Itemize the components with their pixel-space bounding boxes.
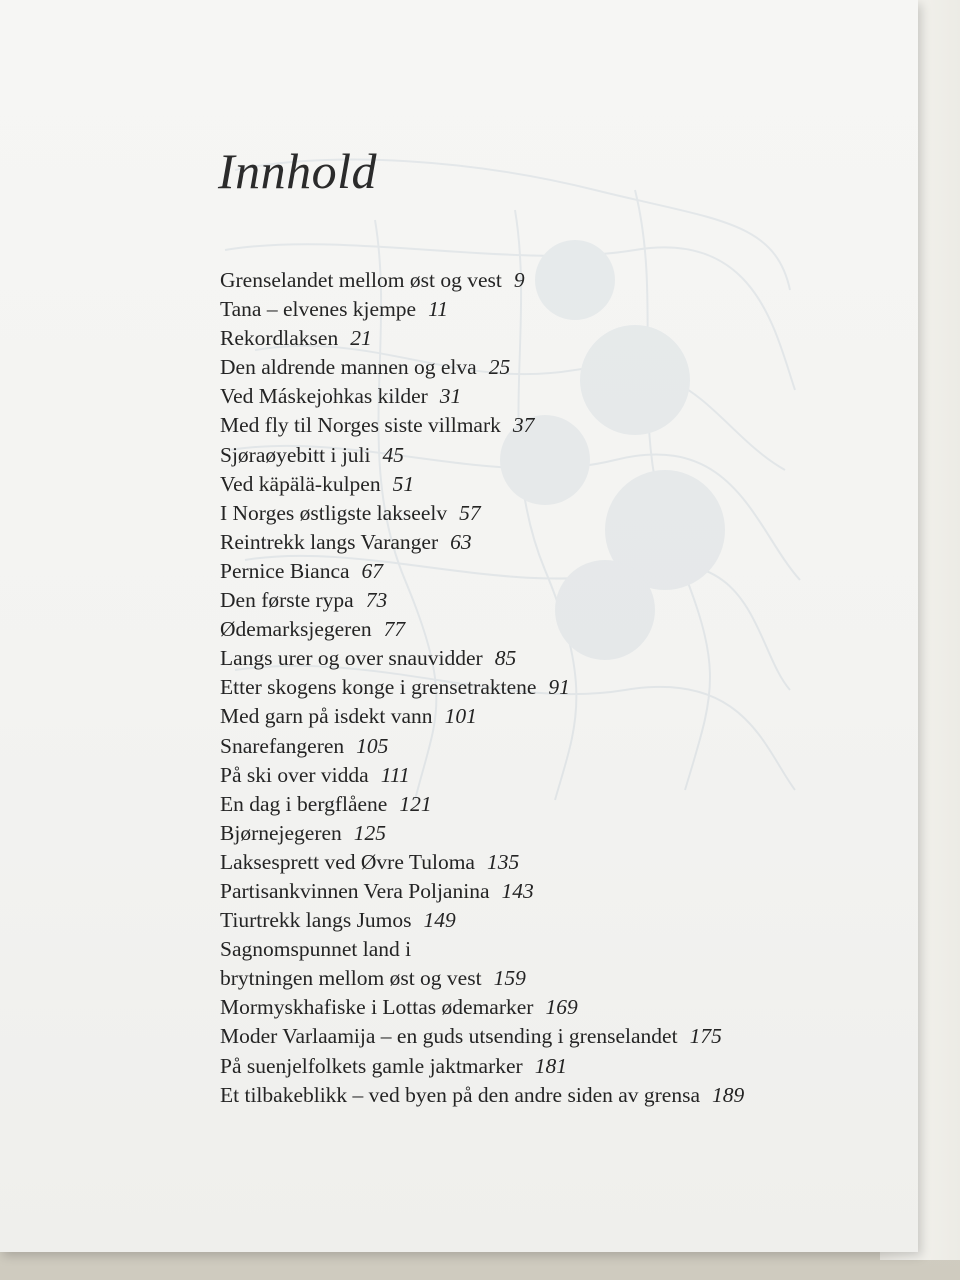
- toc-entry-page-number: 21: [350, 326, 372, 351]
- toc-entry-title: På suenjelfolkets gamle jaktmarker: [220, 1053, 523, 1078]
- toc-entry-page-number: 37: [512, 413, 535, 438]
- toc-entry-title: Etter skogens konge i grensetraktene: [220, 675, 537, 700]
- toc-entry-title: Moder Varlaamija – en guds utsending i grenselandet: [220, 1024, 678, 1049]
- toc-entry: [220, 935, 744, 964]
- toc-entry: [220, 353, 744, 382]
- toc-entry: [220, 1022, 744, 1051]
- toc-entry-title: Den første rypa: [220, 588, 354, 613]
- toc-entry-page-number: 111: [380, 762, 410, 787]
- toc-entry: [220, 266, 744, 295]
- toc-entry-title: Rekordlaksen: [220, 326, 339, 351]
- toc-entry-title: I Norges østligste lakseelv: [220, 500, 448, 525]
- toc-entry-title: Snarefangeren: [220, 733, 345, 758]
- toc-entry: [220, 761, 744, 790]
- toc-entry: [220, 382, 744, 411]
- toc-entry-page-number: 169: [545, 995, 578, 1020]
- toc-entry-page-number: 125: [353, 820, 387, 845]
- toc-entry-title: Den aldrende mannen og elva: [220, 355, 477, 380]
- toc-entry: [220, 1081, 744, 1110]
- toc-entry-title: Et tilbakeblikk – ved byen på den andre siden av grensa: [220, 1082, 701, 1107]
- toc-entry-title: Grenselandet mellom øst og vest: [220, 268, 502, 292]
- toc-entry-page-number: 91: [548, 675, 570, 700]
- toc-entry-page-number: 143: [501, 878, 534, 903]
- toc-entry: [220, 848, 744, 877]
- toc-entry: [220, 993, 744, 1022]
- toc-entry-page-number: 31: [439, 384, 462, 409]
- toc-entry: [220, 441, 744, 470]
- toc-entry-page-number: 159: [493, 966, 526, 991]
- toc-entry: [220, 702, 744, 731]
- toc-entry: [220, 819, 744, 848]
- toc-entry-page-number: 105: [356, 733, 389, 758]
- toc-entry-title: Pernice Bianca: [220, 558, 350, 583]
- toc-entry: [220, 295, 744, 324]
- toc-entry: [220, 411, 744, 440]
- toc-entry-title: Tana – elvenes kjempe: [220, 297, 417, 322]
- toc-entry-page-number: 189: [712, 1082, 745, 1107]
- toc-entry-title: Langs urer og over snauvidder: [220, 646, 483, 671]
- toc-entry-page-number: 77: [383, 617, 406, 642]
- toc-entry-title: Med garn på isdekt vann: [220, 704, 433, 729]
- toc-entry-page-number: 85: [494, 646, 517, 671]
- toc-entry-title: Tiurtrekk langs Jumos: [220, 908, 412, 933]
- page-title: Innhold: [218, 143, 378, 199]
- toc-entry: [220, 877, 744, 906]
- toc-entry-title: Laksesprett ved Øvre Tuloma: [220, 849, 475, 874]
- toc-entry-title: På ski over vidda: [220, 762, 369, 787]
- toc-entry-title: Sagnomspunnet land i: [220, 937, 412, 962]
- toc-entry: [220, 673, 744, 702]
- toc-entry: [220, 1052, 744, 1081]
- toc-entry: [220, 964, 744, 993]
- toc-entry-page-number: 121: [399, 791, 432, 816]
- toc-entry-title: Ved Máskejohkas kilder: [220, 384, 428, 409]
- toc-entry-title: Ødemarksjegeren: [220, 617, 372, 642]
- toc-entry-title: Sjøraøyebitt i juli: [220, 442, 371, 467]
- toc-entry-title: Ved käpälä-kulpen: [220, 471, 381, 496]
- toc-entry-page-number: 175: [689, 1024, 722, 1049]
- toc-entry: [220, 470, 744, 499]
- toc-entry: [220, 324, 744, 353]
- toc-entry: [220, 499, 744, 528]
- toc-entry-page-number: 25: [488, 355, 511, 380]
- toc-entry-title: Mormyskhafiske i Lottas ødemarker: [220, 995, 534, 1020]
- toc-entry: [220, 586, 744, 615]
- toc-entry: [220, 528, 744, 557]
- toc-entry-title: brytningen mellom øst og vest: [220, 966, 482, 991]
- toc-entry-page-number: 45: [382, 442, 404, 467]
- toc-entry-page-number: 57: [459, 500, 481, 525]
- toc-entry-page-number: 73: [365, 588, 388, 613]
- toc-entry-page-number: 63: [450, 529, 472, 554]
- toc-entry: [220, 790, 744, 819]
- toc-entry-page-number: 9: [513, 268, 525, 292]
- toc-entry-page-number: 67: [361, 558, 384, 583]
- toc-entry-page-number: 51: [392, 471, 415, 496]
- toc-entry: [220, 557, 744, 586]
- toc-entry-page-number: 149: [423, 908, 456, 933]
- toc-entry: [220, 732, 744, 761]
- toc-entry-title: Med fly til Norges siste villmark: [220, 413, 501, 438]
- toc-entry-title: Partisankvinnen Vera Poljanina: [220, 878, 490, 903]
- toc-entry-page-number: 181: [534, 1053, 567, 1078]
- toc-entry-page-number: 11: [428, 297, 448, 322]
- toc-entry-title: En dag i bergflåene: [220, 791, 388, 816]
- toc-entry: [220, 615, 744, 644]
- toc-entry-title: Bjørnejegeren: [220, 820, 342, 845]
- table-of-contents: [220, 266, 744, 1110]
- toc-entry-page-number: 101: [444, 704, 477, 729]
- toc-entry-title: Reintrekk langs Varanger: [220, 529, 439, 554]
- toc-entry-page-number: 135: [486, 849, 520, 874]
- toc-entry: [220, 906, 744, 935]
- toc-entry: [220, 644, 744, 673]
